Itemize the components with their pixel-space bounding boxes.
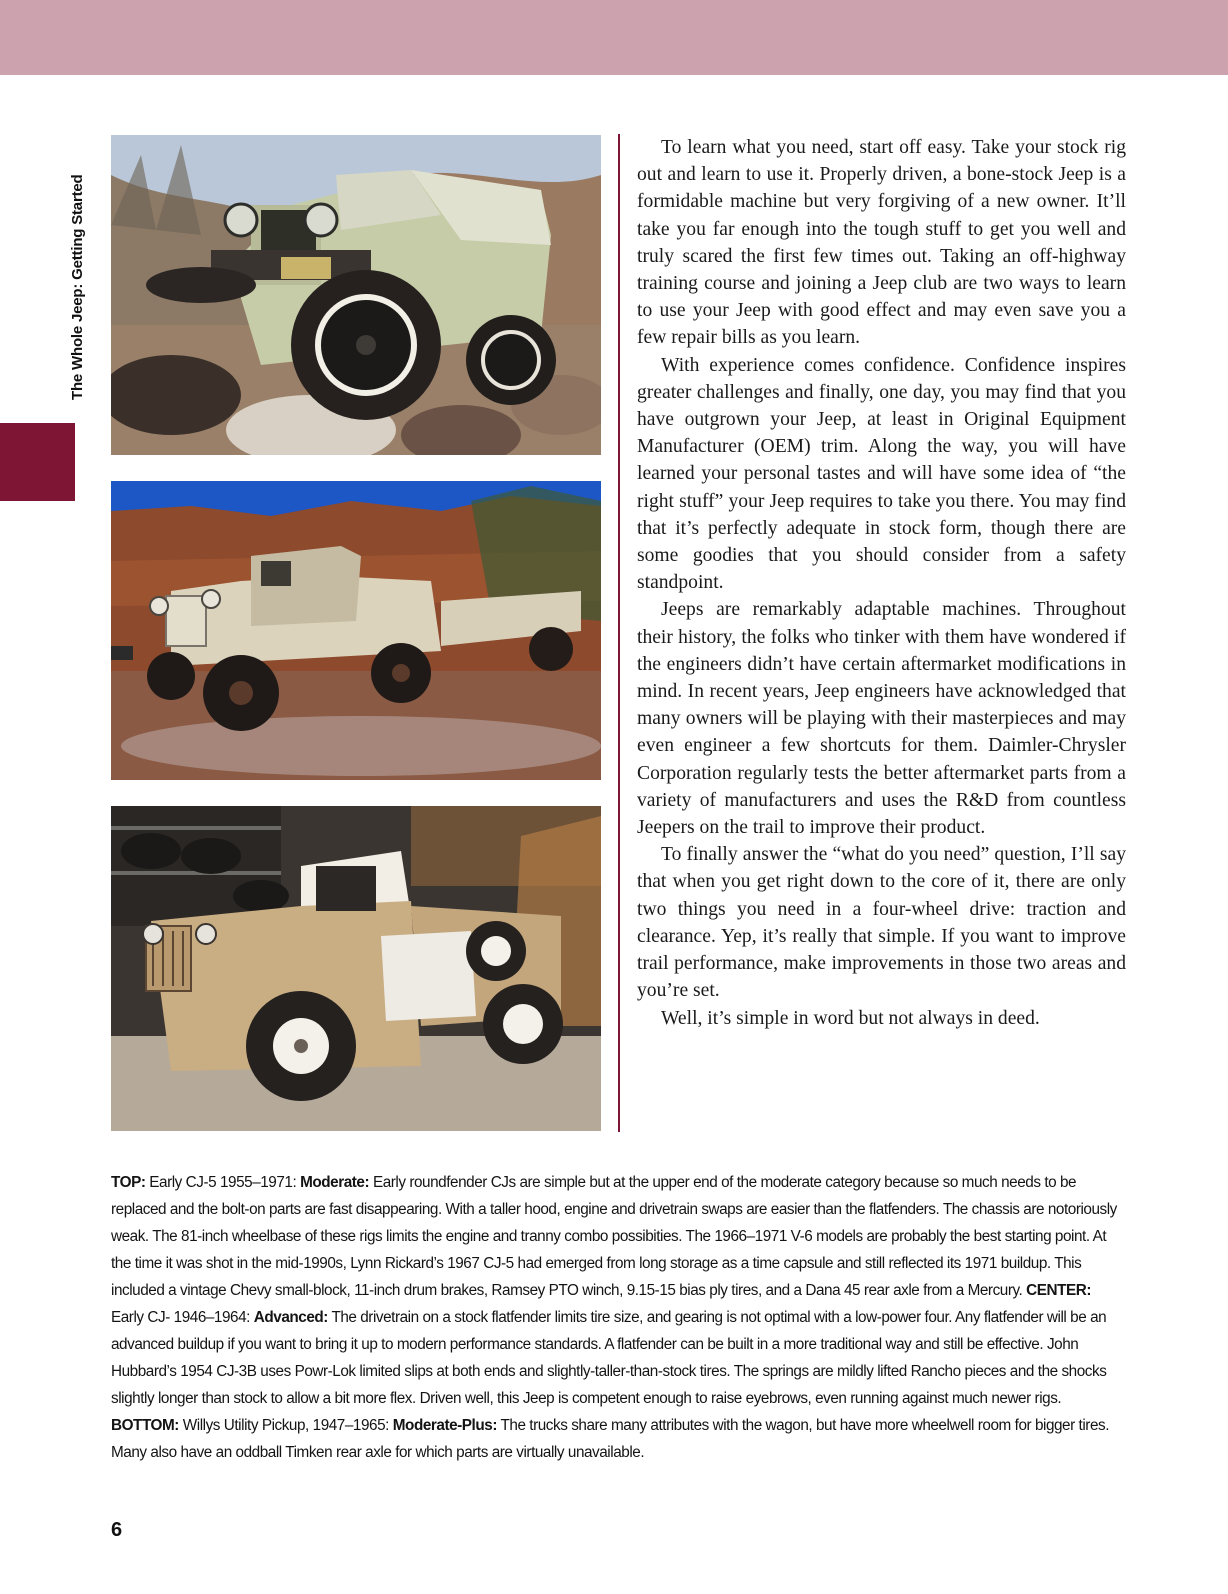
column-rule (618, 134, 620, 1132)
caption-model-top: Early CJ-5 1955–1971: (145, 1174, 301, 1191)
caption-rating-bottom: Moderate-Plus: (392, 1417, 497, 1434)
willys-pickup-illustration (111, 806, 601, 1131)
photo-caption (111, 1169, 1126, 1466)
running-head: The Whole Jeep: Getting Started (69, 174, 86, 400)
paragraph: Well, it’s simple in word but not always in deed. (661, 1007, 1040, 1029)
body-text (637, 134, 1126, 1032)
cj3b-illustration (111, 481, 601, 780)
caption-label-bottom: BOTTOM: (111, 1417, 179, 1434)
caption-text-top: Early roundfender CJs are simple but at the upper end of the moderate category because so much needs to be replaced and the bolt-on parts are fast disappearing. With a taller hood, engine and drivetrain swaps are easier than the flatfenders. The chassis are notoriously weak. The 81-inch wheelbase of these rigs limits the engine and tranny combo possibities. The 1966–1971 V-6 models are probably the best starting point. At the time it was shot in the mid-1990s, Lynn Rickard’s 1967 CJ-5 had emerged from long storage as a time capsule and still reflected its 1971 buildup. This included a vintage Chevy small-block, 11-inch drum brakes, Ramsey PTO winch, 9.15-15 bias ply tires, and a Dana 45 rear axle from a Mercury. (111, 1174, 1117, 1299)
top-color-band (0, 0, 1228, 75)
caption-text-center: The drivetrain on a stock flatfender limits tire size, and gearing is not optimal with a low-power four. Any flatfender will be an advanced buildup if you want to bring it up to modern performance standards. A flatfender can be built in a more traditional way and still be effective. John Hubbard’s 1954 CJ-3B uses Powr-Lok limited slips at both ends and slightly-taller-than-stock tires. The springs are mildly lifted Rancho pieces and the shocks slightly longer than stock to allow a bit more flex. Driven well, this Jeep is competent enough to raise eyebrows, even running against much newer rigs. (111, 1309, 1107, 1407)
paragraph: Jeeps are remarkably adaptable machines. Throughout their history, the folks who tinker with them have wondered if the engineers didn’t have certain aftermarket modifications in mind. In recent years, Jeep engineers have acknowledged that many owners will be playing with their masterpieces and may even engineer a few shortcuts for them. Daimler-Chrysler Corporation regularly tests the better aftermarket parts from a variety of manufacturers and uses the R&D from countless Jeepers on the trail to improve their product. (637, 599, 1126, 839)
photo-top-cj5 (111, 135, 601, 455)
caption-label-top: TOP: (111, 1174, 146, 1191)
paragraph: To finally answer the “what do you need” question, I’ll say that when you get right down to the core of it, there are only two things you need in a four-wheel drive: traction and clearance. Yep, it’s really that simple. If you want to improve trail performance, make improvements in those two areas and you’re set. (637, 844, 1126, 1002)
paragraph: With experience comes confidence. Confidence inspires greater challenges and finally, one day, you may find that you have outgrown your Jeep, at least in Original Equipment Manufacturer (OEM) trim. Along the way, you will have learned your personal tastes and will have some idea of “the right stuff” your Jeep requires to take you there. You may find that it’s perfectly adequate in stock form, though there are some goodies that you should consider from a safety standpoint. (637, 354, 1126, 594)
photo-bottom-willys-pickup (111, 806, 601, 1131)
caption-model-bottom: Willys Utility Pickup, 1947–1965: (178, 1417, 393, 1434)
caption-model-center: Early CJ- 1946–1964: (111, 1309, 254, 1326)
cj5-illustration (111, 135, 601, 455)
caption-text-bottom: The trucks share many attributes with the wagon, but have more wheelwell room for bigger tires. Many also have an oddball Timken rear axle for which parts are virtually unavailable. (111, 1417, 1110, 1461)
caption-paragraph (111, 1169, 1126, 1466)
chapter-tab (0, 423, 75, 501)
caption-label-center: CENTER: (1026, 1282, 1091, 1299)
paragraph: To learn what you need, start off easy. Take your stock rig out and learn to use it. Properly driven, a bone-stock Jeep is a formidable machine but very forgiving of a new owner. It’ll take you far enough into the tough stuff to get you well and truly scared the first few times out. Taking an off-highway training course and joining a Jeep club are two ways to learn to use your Jeep with good effect and may even save you a few repair bills as you learn. (637, 137, 1126, 349)
caption-rating-top: Moderate: (300, 1174, 370, 1191)
page-number: 6 (111, 1519, 123, 1541)
photo-center-cj3b (111, 481, 601, 780)
caption-rating-center: Advanced: (253, 1309, 328, 1326)
